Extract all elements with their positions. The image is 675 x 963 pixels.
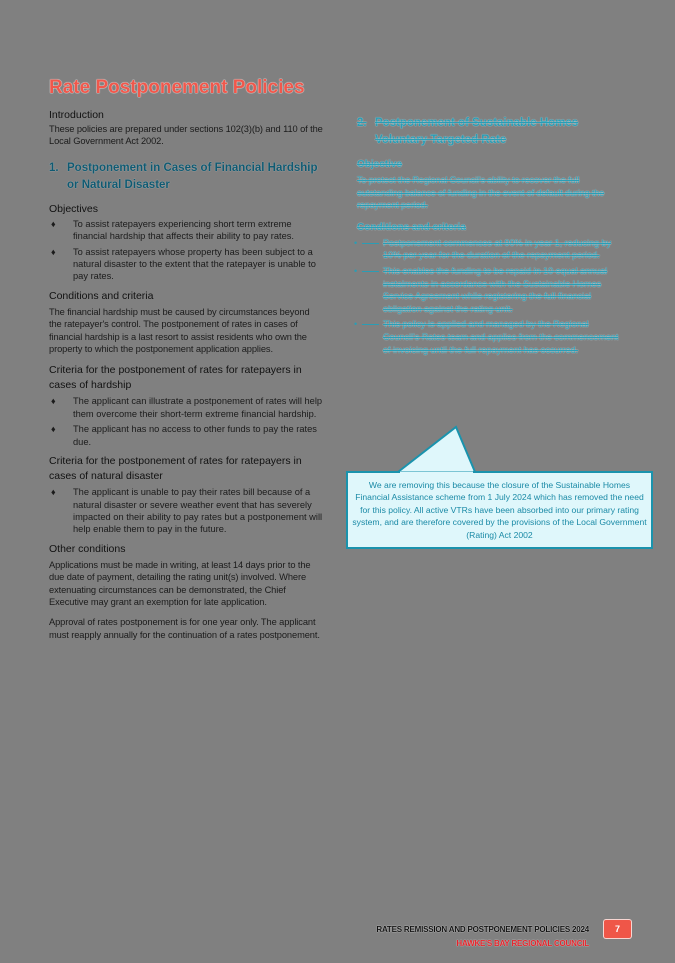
bullet-icon: ♦ [51, 487, 56, 498]
section-1-title: Postponement in Cases of Financial Hardship or Natural Disaster [67, 161, 318, 191]
page-title: Rate Postponement Policies [49, 77, 305, 98]
list-item: • Postponement commences at 90% in year 1, reducing by 10% per year for the duration of the repayment period. [354, 237, 612, 261]
intro-heading: Introduction [49, 109, 104, 121]
bullet-icon: • [354, 265, 358, 276]
sh-conditions-heading: Conditions and criteria [357, 221, 466, 233]
list-item: ♦ The applicant can illustrate a postponement of rates will help them overcome their short-term extreme financial hardship. [51, 396, 323, 419]
list-item: ♦ To assist ratepayers whose property has been subject to a natural disaster to the extent that the ratepayer is unable to pay rates. [51, 246, 316, 282]
section-1-number: 1. [49, 161, 59, 174]
bullet-icon: ♦ [51, 396, 56, 407]
other-conditions-text-2: Approval of rates postponement is for one year only. The applicant must reapply annually for the continuation of a rates postponement. [49, 617, 320, 640]
comment-text: We are removing this because the closure of the Sustainable Homes Financial Assistance scheme from 1 July 2024 which has removed the need for this policy. All active VTRs have been absorbed into our primary rating system, and are therefore covered by the provisions of the Local Government (Rating) Act 2002 [352, 479, 647, 540]
review-comment-callout[interactable] [346, 471, 653, 549]
objective-heading: Objective [357, 159, 403, 170]
bullet-icon: • [354, 319, 358, 330]
list-item: • This enables the funding to be repaid in 10 equal annual instalments in accordance with the Sustainable Homes Service Agreement while registering the full financial obligation against the rating unit. [354, 265, 608, 314]
hardship-criteria-heading: Criteria for the postponement of rates for ratepayers in cases of hardship [49, 364, 302, 392]
disaster-criteria-heading: Criteria for the postponement of rates for ratepayers in cases of natural disaster [49, 455, 302, 483]
objective-text: To protect the Regional Council's ability to recover the full outstanding balance of funding in the event of default during the repayment period. [357, 175, 605, 211]
other-conditions-heading: Other conditions [49, 542, 126, 555]
list-item: ♦ The applicant is unable to pay their rates bill because of a natural disaster or severe weather event that has severely impacted on their ability to pay rates but a postponement will help enable them to pay in the future. [51, 487, 323, 535]
conditions-heading: Conditions and criteria [49, 289, 154, 302]
list-item: ♦ To assist ratepayers experiencing short term extreme financial hardship that affects their ability to pay rates. [51, 218, 295, 242]
page-number-badge: 7 [604, 920, 631, 938]
list-item: ♦ The applicant has no access to other funds to pay the rates due. [51, 424, 317, 447]
bullet-icon: ♦ [51, 218, 56, 229]
footer-org-name: HAWKE'S BAY REGIONAL COUNCIL [456, 939, 589, 948]
bullet-icon: ♦ [51, 246, 56, 257]
bullet-icon: • [354, 237, 358, 248]
footer-doc-title: RATES REMISSION AND POSTPONEMENT POLICIES 2024 [376, 925, 589, 934]
bullet-icon: ♦ [51, 424, 56, 435]
other-conditions-text-1: Applications must be made in writing, at least 14 days prior to the due date of payment, detailing the rating unit(s) involved. Where extenuating circumstances can be demonstrated, the Chief Executive may grant an exemption for late application. [49, 559, 311, 607]
section-2-title: Postponement of Sustainable Homes Voluntary Targeted Rate [375, 117, 579, 146]
list-item: • This policy is applied and managed by the Regional Council's Rates team and applies from the commencement of invoicing until the full repayment has occurred. [354, 319, 619, 355]
section-2-number: 2. [357, 117, 367, 129]
conditions-text: The financial hardship must be caused by circumstances beyond the ratepayer's control. The postponement of rates in cases of financial hardship is a last resort to assist residents who own the property to which the postponement application applies. [49, 306, 310, 355]
objectives-heading: Objectives [49, 202, 99, 215]
intro-text: These policies are prepared under sections 102(3)(b) and 110 of the Local Government Act 2002. [49, 124, 323, 147]
